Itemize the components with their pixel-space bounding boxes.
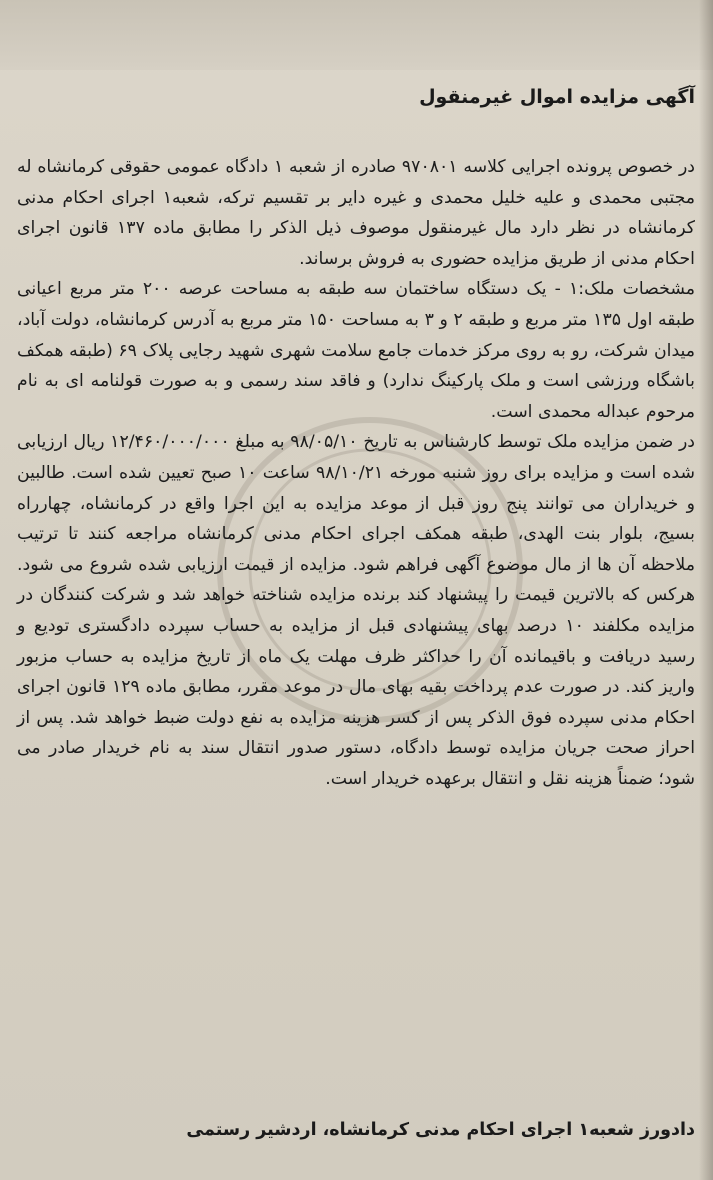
notice-body [17, 152, 695, 794]
top-paper-strip [0, 0, 713, 70]
notice-paragraph-case: در خصوص پرونده اجرایی کلاسه ۹۷۰۸۰۱ صادره از شعبه ۱ دادگاه عمومی حقوقی کرمانشاه له مجتبی محمدی و علیه خلیل محمدی و غیره دایر بر تقسیم ترکه، شعبه۱ اجرای احکام مدنی کرمانشاه در نظر دارد مال غیرمنقول موصوف ذیل الذکر را مطابق ماده ۱۳۷ قانون اجرای احکام مدنی از طریق مزایده حضوری به فروش برساند. [17, 157, 695, 269]
notice-paragraph-terms: در ضمن مزایده ملک توسط کارشناس به تاریخ ۹۸/۰۵/۱۰ به مبلغ ۱۲/۴۶۰/۰۰۰/۰۰۰ ریال ارزیابی شده است و مزایده برای روز شنبه مورخه ۹۸/۱۰/۲۱ ساعت ۱۰ صبح تعیین شده است. طالبین و خریداران می توانند پنج روز قبل از موعد مزایده به این اجرا واقع در کرمانشاه، چهارراه بسیج، بلوار بنت الهدی، طبقه همکف اجرای احکام مدنی کرمانشاه مراجعه کنند تا ترتیب ملاحظه آن ها از مال موضوع آگهی فراهم شود. مزایده از قیمت ارزیابی شده شروع می شود. هرکس که بالاترین قیمت را پیشنهاد کند برنده مزایده شناخته خواهد شد و شرکت کنندگان در مزایده مکلفند ۱۰ درصد بهای پیشنهادی قبل از مزایده به حساب سپرده دادگستری تودیع و رسید دریافت و باقیمانده آن را حداکثر ظرف مهلت یک ماه از تاریخ مزایده به حساب مزبور واریز کند. در صورت عدم پرداخت بقیه بهای مال در موعد مقرر، مطابق ماده ۱۲۹ قانون اجرای احکام مدنی سپرده فوق الذکر پس از کسر هزینه مزایده به نفع دولت ضبط خواهد شد. پس از احراز صحت جریان مزایده توسط دادگاه، دستور صدور انتقال سند به نام خریدار صادر می شود؛ ضمناً هزینه نقل و انتقال برعهده خریدار است. [17, 432, 696, 789]
notice-title: آگهی مزایده اموال غیرمنقول [419, 86, 695, 108]
paper-edge-shadow [699, 0, 713, 1180]
notice-paragraph-property: مشخصات ملک:۱ - یک دستگاه ساختمان سه طبقه به مساحت عرصه ۲۰۰ متر مربع اعیانی طبقه اول ۱۳۵ متر مربع و طبقه ۲ و ۳ به مساحت ۱۵۰ متر مربع به آدرس کرمانشاه، دولت آباد، میدان شرکت، رو به روی مرکز خدمات جامع سلامت شهری شهید رجایی پلاک ۶۹ (طبقه همکف باشگاه ورزشی است و ملک پارکینگ ندارد) و فاقد سند رسمی و به صورت قولنامه ای به نام مرحوم عبداله محمدی است. [17, 279, 695, 422]
notice-signature: دادورز شعبه۱ اجرای احکام مدنی کرمانشاه، اردشیر رستمی [186, 1120, 695, 1140]
